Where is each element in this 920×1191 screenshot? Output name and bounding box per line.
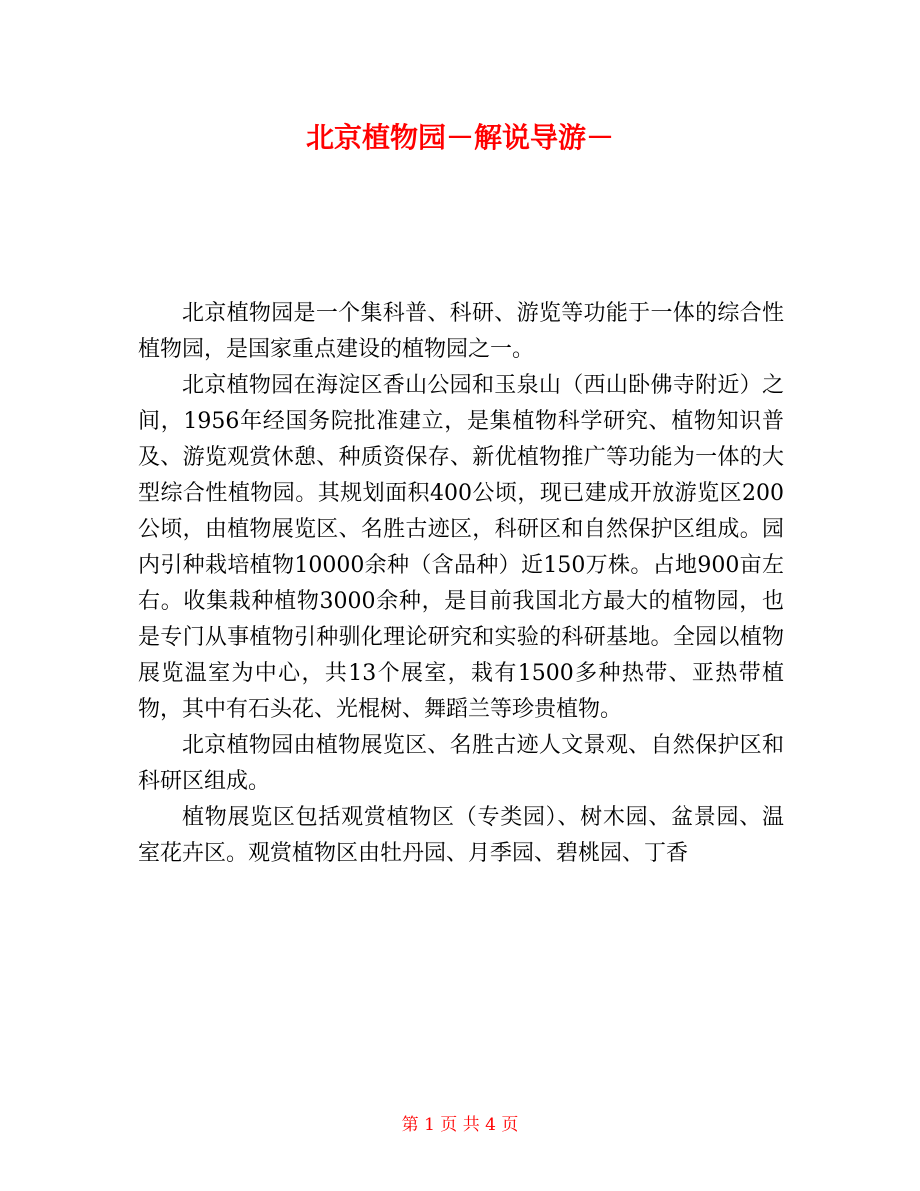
paragraph-composition: 北京植物园由植物展览区、名胜古迹人文景观、自然保护区和科研区组成。 (138, 733, 784, 794)
page-number-label: 第 1 页 共 4 页 (401, 1115, 519, 1135)
page-footer (0, 1112, 920, 1138)
paragraph-location-history: 北京植物园在海淀区香山公园和玉泉山（西山卧佛寺附近）之间，1956年经国务院批准建立，是集植物科学研究、植物知识普及、游览观赏休憩、种质资保存、新优植物推广等功能为一体的大型综合性植物园。其规划面积400公顷，现已建成开放游览区200公顷，由植物展览区、名胜古迹区，科研区和自然保护区组成。园内引种栽培植物10000余种（含品种）近150万株。占地900亩左右。收集栽种植物3000余种，是目前我国北方最大的植物园，也是专门从事植物引种驯化理论研究和实验的科研基地。全园以植物展览温室为中心，共13个展室，栽有1500多种热带、亚热带植物，其中有石头花、光棍树、舞蹈兰等珍贵植物。 (138, 373, 784, 722)
document-title: 北京植物园－解说导游－ (305, 121, 614, 154)
document-body (138, 296, 784, 872)
paragraph-intro: 北京植物园是一个集科普、科研、游览等功能于一体的综合性植物园，是国家重点建设的植物园之一。 (138, 301, 784, 362)
paragraph-exhibition-area: 植物展览区包括观赏植物区（专类园）、树木园、盆景园、温室花卉区。观赏植物区由牡丹园、月季园、碧桃园、丁香 (138, 805, 784, 866)
